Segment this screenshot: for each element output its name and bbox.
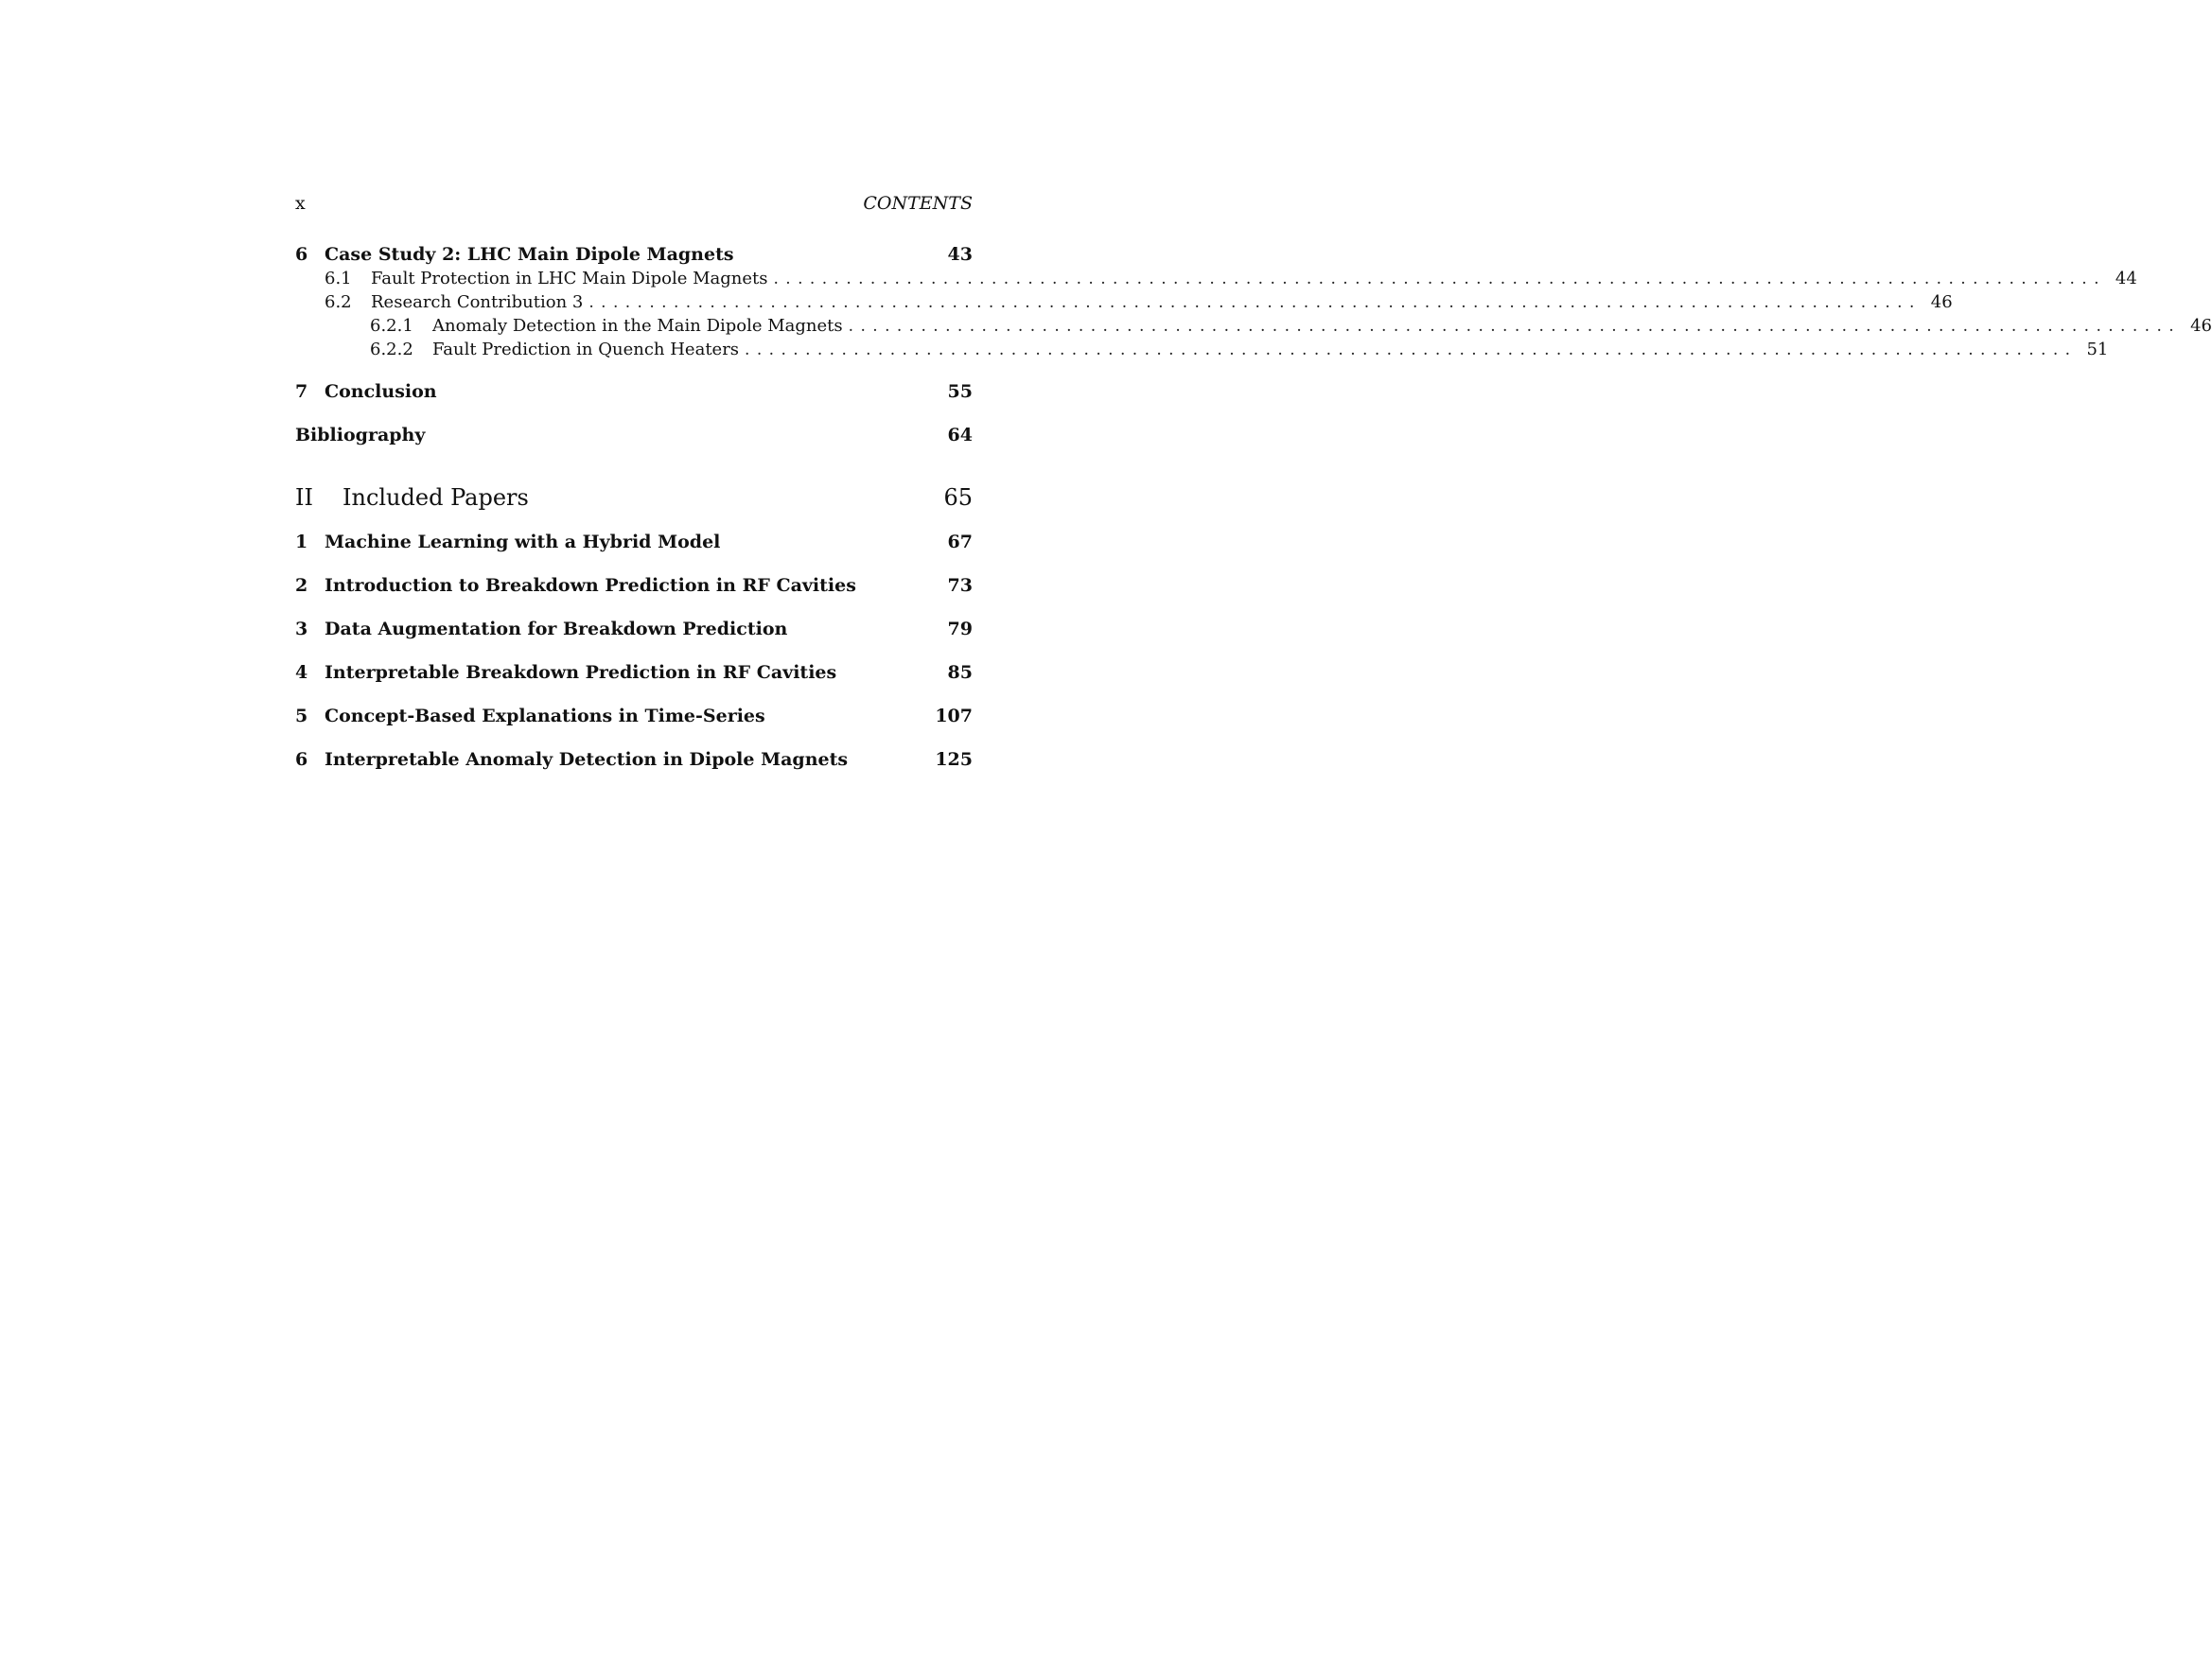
toc-entry-number: 2: [295, 575, 308, 596]
toc-gap: [295, 363, 973, 381]
toc-entry-title: Interpretable Anomaly Detection in Dipole Magnets: [325, 749, 849, 770]
toc-entry-page: 43: [947, 244, 973, 265]
toc-entry-title: Anomaly Detection in the Main Dipole Magnets: [432, 316, 843, 336]
toc-gap: [295, 730, 973, 749]
toc-paper-entry[interactable]: [295, 532, 973, 556]
toc-entry-number: II: [295, 484, 313, 511]
toc-entry-number: 6.2: [325, 292, 352, 312]
toc-gap: [295, 406, 973, 425]
toc-section-entry[interactable]: [295, 292, 1953, 316]
toc-entry-number: 6.2.2: [370, 340, 413, 359]
toc-entry-page: 46: [2190, 316, 2212, 336]
toc-entry-title: Concept-Based Explanations in Time-Series: [325, 706, 765, 726]
toc-entry-title: Fault Protection in LHC Main Dipole Magnets: [371, 269, 768, 288]
toc-entry-number: 1: [295, 532, 308, 552]
toc-entry-page: 55: [947, 381, 973, 402]
toc-entry-number: 6.2.1: [370, 316, 413, 336]
toc-entry-number: 6: [295, 244, 308, 265]
toc-entry-number: 4: [295, 662, 308, 683]
table-of-contents: [295, 244, 2212, 774]
toc-entry-page: 51: [2086, 340, 2109, 359]
toc-paper-entry[interactable]: [295, 619, 973, 643]
toc-entry-title: Case Study 2: LHC Main Dipole Magnets: [325, 244, 734, 265]
toc-entry-page: 79: [947, 619, 973, 639]
toc-entry-page: 65: [943, 484, 973, 511]
toc-entry-page: 46: [1930, 292, 1953, 312]
toc-dot-leaders: ..............................................................................................................: [588, 293, 1922, 312]
toc-entry-title: Fault Prediction in Quench Heaters: [432, 340, 740, 359]
toc-gap: [295, 687, 973, 706]
toc-entry-title: Included Papers: [342, 484, 529, 511]
toc-entry-title: Interpretable Breakdown Prediction in RF Cavities: [325, 662, 837, 683]
toc-part-entry[interactable]: [295, 484, 973, 516]
toc-entry-number: 6.1: [325, 269, 352, 288]
running-title: CONTENTS: [863, 193, 973, 214]
toc-entry-title: Research Contribution 3: [371, 292, 584, 312]
toc-entry-page: 85: [947, 662, 973, 683]
toc-gap: [295, 600, 973, 619]
toc-gap: [295, 643, 973, 662]
toc-entry-page: 107: [935, 706, 973, 726]
toc-entry-title: Introduction to Breakdown Prediction in RF Cavities: [325, 575, 856, 596]
toc-entry-title: Data Augmentation for Breakdown Prediction: [325, 619, 788, 639]
toc-entry-number: 7: [295, 381, 308, 402]
toc-entry-title: Conclusion: [325, 381, 437, 402]
toc-subsection-entry[interactable]: [295, 316, 2212, 340]
toc-gap: [295, 516, 973, 532]
toc-dot-leaders: ..............................................................................................................: [773, 270, 2106, 288]
page-header: [295, 193, 973, 219]
toc-entry-page: 64: [947, 425, 973, 445]
toc-entry-number: 6: [295, 749, 308, 770]
toc-gap: [295, 449, 973, 484]
toc-dot-leaders: ..............................................................................................................: [848, 317, 2182, 336]
toc-entry-page: 125: [935, 749, 973, 770]
toc-paper-entry[interactable]: [295, 662, 973, 687]
toc-chapter-entry[interactable]: [295, 381, 973, 406]
toc-dot-leaders: ..............................................................................................................: [745, 341, 2078, 359]
toc-entry-page: 44: [2115, 269, 2137, 288]
toc-section-entry[interactable]: [295, 269, 2137, 292]
toc-entry-page: 73: [947, 575, 973, 596]
toc-paper-entry[interactable]: [295, 749, 973, 774]
toc-paper-entry[interactable]: [295, 575, 973, 600]
toc-entry-number: 3: [295, 619, 308, 639]
toc-paper-entry[interactable]: [295, 706, 973, 730]
toc-entry-page: 67: [947, 532, 973, 552]
toc-chapter-entry[interactable]: [295, 244, 973, 269]
toc-entry-title: Machine Learning with a Hybrid Model: [325, 532, 721, 552]
toc-entry-title: Bibliography: [295, 425, 426, 445]
page-number: x: [295, 193, 306, 214]
toc-bibliography-entry[interactable]: [295, 425, 973, 449]
toc-gap: [295, 556, 973, 575]
toc-entry-number: 5: [295, 706, 308, 726]
toc-subsection-entry[interactable]: [295, 340, 2109, 363]
